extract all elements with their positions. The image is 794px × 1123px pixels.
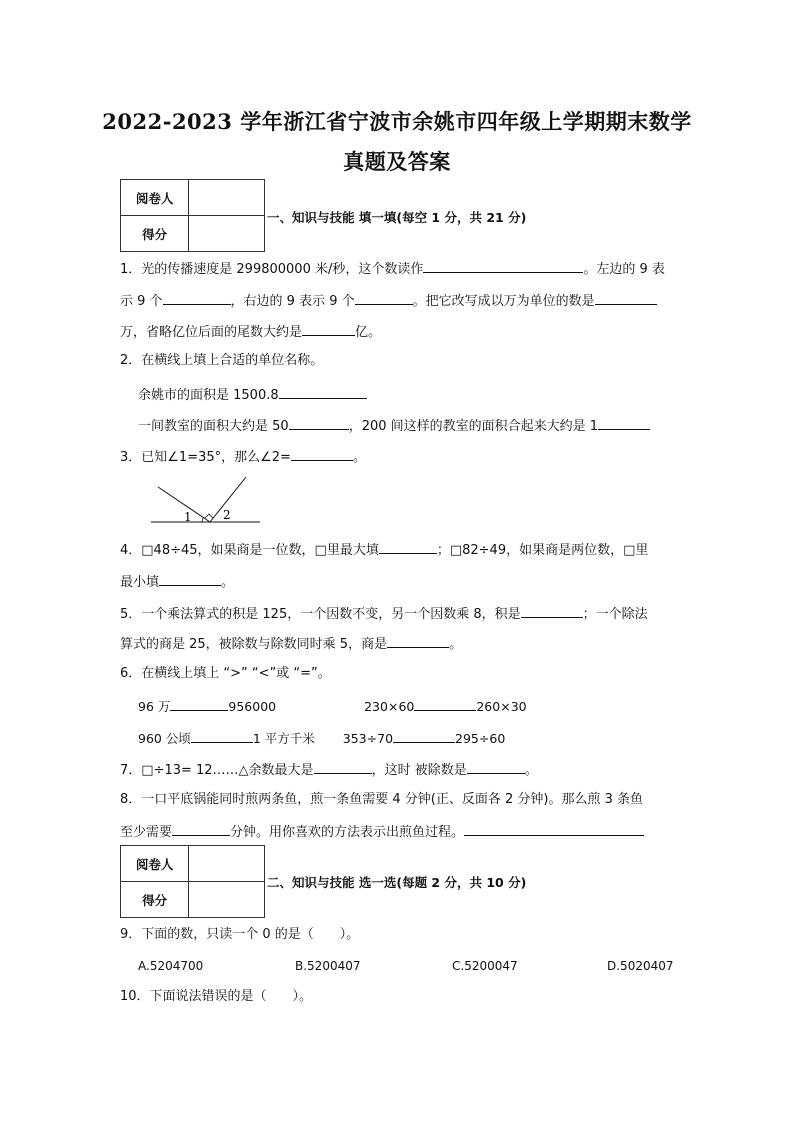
q9-stem: 9．下面的数，只读一个 0 的是（ ）。: [120, 927, 360, 942]
page-title-line1: 2022-2023 学年浙江省宁波市余姚市四年级上学期期末数学: [102, 109, 692, 134]
q6-stem: 6．在横线上填上 “>” “<”或 “=”。: [120, 666, 331, 681]
q2-blank-classroom-unit: [289, 416, 349, 430]
q6-blank-4: [393, 729, 455, 743]
q8-blank-minutes: [172, 822, 230, 836]
q10-stem: 10．下面说法错误的是（ ）。: [120, 989, 313, 1004]
angle1-label: 1: [184, 510, 192, 524]
angle2-label: 2: [223, 508, 231, 522]
angle-diagram: [148, 474, 263, 528]
q5-line2: 算式的商是 25，被除数与除数同时乘 5，商是 。: [120, 634, 462, 654]
q9-option-c: C.5200047: [452, 959, 518, 973]
q7-blank-dividend: [467, 760, 525, 774]
q1-blank-left9: [163, 291, 231, 305]
q8-line2: 至少需要 分钟。用你喜欢的方法表示出煎鱼过程。: [120, 822, 644, 842]
q4-blank-max: [379, 540, 437, 554]
score-cell: [189, 216, 265, 252]
q5-line1: 5．一个乘法算式的积是 125，一个因数不变，另一个因数乘 8，积是 ；一个除法: [120, 604, 648, 624]
q9-option-a: A.5204700: [138, 959, 204, 973]
q7-blank-remainder: [314, 760, 372, 774]
q2-blank-area-unit: [279, 385, 367, 399]
score-label: 得分: [121, 882, 189, 918]
q6-blank-3: [191, 729, 253, 743]
q8-line1: 8．一口平底锅能同时煎两条鱼，煎一条鱼需要 4 分钟(正、反面各 2 分钟)。那么煎 3 条鱼: [120, 792, 644, 807]
q8-blank-process: [464, 822, 644, 836]
section1-heading: 一、知识与技能 填一填(每空 1 分，共 21 分): [267, 210, 527, 225]
q9-option-b: B.5200407: [295, 959, 361, 973]
q1-line3: 万，省略亿位后面的尾数大约是 亿。: [120, 322, 381, 342]
q1-blank-wan: [595, 291, 657, 305]
section2-heading: 二、知识与技能 选一选(每题 2 分，共 10 分): [267, 875, 527, 890]
q7-line: 7．□÷13= 12……△余数最大是 ，这时 被除数是 。: [120, 760, 538, 780]
q4-blank-min: [159, 572, 221, 586]
q1-blank-reading: [423, 259, 583, 273]
q4-line2: 最小填 。: [120, 572, 234, 592]
q5-blank-product: [521, 604, 583, 618]
reviewer-cell: [189, 180, 265, 216]
q6-blank-2: [414, 697, 476, 711]
right-angle-mark: [205, 514, 213, 518]
q6-row1: 96 万 956000 230×60 260×30: [138, 699, 527, 714]
q6-row2: 960 公顷 1 平方千米 353÷70 295÷60: [138, 731, 506, 746]
reviewer-cell: [189, 846, 265, 882]
q1-blank-right9: [355, 291, 413, 305]
q2-blank-total-unit: [598, 416, 650, 430]
q1-line1: 1．光的传播速度是 299800000 米/秒，这个数读作 。左边的 9 表: [120, 259, 665, 279]
reviewer-label: 阅卷人: [121, 846, 189, 882]
q1-line2: 示 9 个 ，右边的 9 表示 9 个 。把它改写成以万为单位的数是: [120, 291, 657, 311]
q1-blank-yi: [302, 322, 355, 336]
q2-line-a: 余姚市的面积是 1500.8: [138, 385, 367, 405]
page-title-line2: 真题及答案: [343, 149, 451, 174]
q3-blank-angle2: [291, 447, 353, 461]
q3-line: 3．已知∠1=35°，那么∠2= 。: [120, 447, 366, 467]
grader-box-section1: [120, 179, 265, 252]
score-cell: [189, 882, 265, 918]
q4-line1: 4．□48÷45，如果商是一位数，□里最大填 ；□82÷49，如果商是两位数，□里: [120, 540, 648, 560]
q5-blank-quotient: [387, 634, 449, 648]
grader-box-section2: [120, 845, 265, 918]
q2-stem: 2．在横线上填上合适的单位名称。: [120, 353, 324, 368]
angle1-arc: [202, 517, 204, 522]
reviewer-label: 阅卷人: [121, 180, 189, 216]
score-label: 得分: [121, 216, 189, 252]
q6-blank-1: [170, 697, 228, 711]
q2-line-b: 一间教室的面积大约是 50 ，200 间这样的教室的面积合起来大约是 1: [138, 416, 650, 436]
q9-option-d: D.5020407: [607, 959, 674, 973]
